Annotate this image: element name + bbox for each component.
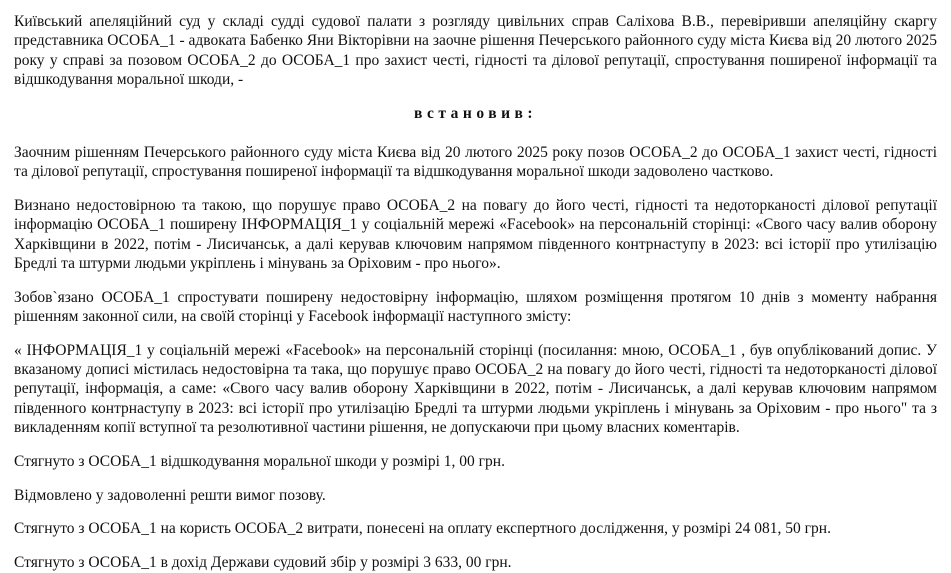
paragraph-court-fee: Стягнуто з ОСОБА_1 в дохід Держави судовий збір у розмірі 3 633, 00 грн. <box>14 554 512 572</box>
paragraph-refutation-order: Зобов`язано ОСОБА_1 спростувати поширену недостовірну інформацію, шляхом розміщення протягом 10 днів з моменту набрання рішенням законної сили, на своїй сторінці у Facebook інформації наступного змісту: <box>14 288 937 326</box>
intro-paragraph: Київський апеляційний суд у складі судді судової палати з розгляду цивільних справ Саліхова В.В., перевіривши апеляційну скаргу представника ОСОБА_1 - адвоката Бабенко Яни Вікторівни на заочне рішення Печерського районного суду міста Києва від 20 лютого 2025 року у справі за позовом ОСОБА_2 до ОСОБА_1 про захист честі, гідності та ділової репутації, спростування поширеної інформації та відшкодування моральної шкоди, - <box>14 13 937 88</box>
section-heading: встановив: <box>413 104 538 122</box>
paragraph-moral-damages: Стягнуто з ОСОБА_1 відшкодування моральної шкоди у розмірі 1, 00 грн. <box>14 452 505 470</box>
paragraph-rejected-claims: Відмовлено у задоволенні решти вимог позову. <box>14 486 326 504</box>
paragraph-decision-summary: Заочним рішенням Печерського районного суду міста Києва від 20 лютого 2025 року позов ОСОБА_2 до ОСОБА_1 захист честі, гідності та ділової репутації, спростування поширеної інформації та відшкодування моральної шкоди задоволено частково. <box>14 143 937 181</box>
paragraph-expert-costs: Стягнуто з ОСОБА_1 на користь ОСОБА_2 витрати, понесені на оплату експертного дослідження, у розмірі 24 081, 50 грн. <box>14 520 831 538</box>
paragraph-recognized-false-info: Визнано недостовірною та такою, що порушує право ОСОБА_2 на повагу до його честі, гідності та недоторканості ділової репутації інформацію ОСОБА_1 поширену ІНФОРМАЦІЯ_1 у соціальній мережі «Facebook» на персональній сторінці: «Свого часу валив оборону Харківщини в 2022, потім - Лисичанськ, а далі керував ключовим напрямом південного контрнаступу в 2023: всі історії про утилізацію Бредлі та штурми людьми укріплень і мінувань за Оріховим - про нього». <box>14 197 937 272</box>
paragraph-refutation-text: « ІНФОРМАЦІЯ_1 у соціальній мережі «Facebook» на персональній сторінці (посилання: мною, ОСОБА_1 , був опублікований допис. У вказаному дописі містилась недостовірна та така, що порушує право ОСОБА_2 на повагу до його честі, гідності та недоторканості ділової репутації, інформація, а саме: «Свого часу валив оборону Харківщини в 2022, потім - Лисичанськ, а далі керував ключовим напрямом південного контрнаступу в 2023: всі історії про утилізацію Бредлі та штурми людьми укріплень і мінувань за Оріховим - про нього" та з викладенням копії вступної та резолютивної частини рішення, не допускаючи при цьому власних коментарів. <box>14 341 937 437</box>
